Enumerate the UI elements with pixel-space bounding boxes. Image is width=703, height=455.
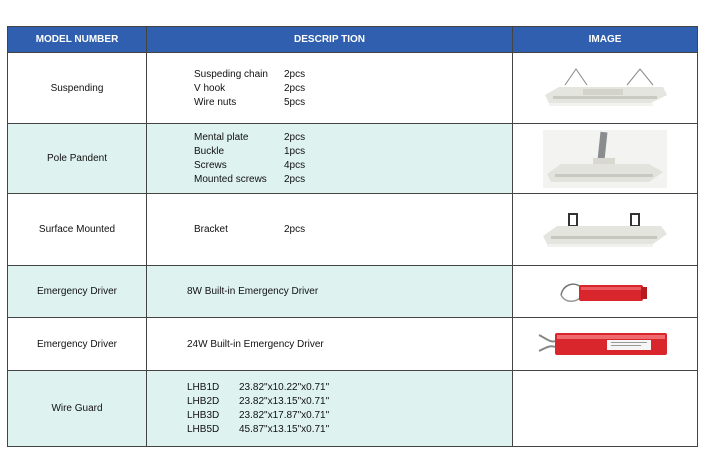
table-row	[8, 194, 698, 266]
model-cell: Wire Guard	[8, 371, 147, 447]
table-row	[8, 318, 698, 371]
item-name: Buckle	[194, 146, 225, 157]
item-name: Bracket	[194, 224, 228, 235]
item-qty: 23.82"x13.15"x0.71"	[239, 396, 330, 407]
image-cell	[513, 194, 698, 266]
item-qty: 45.87"x13.15"x0.71"	[239, 424, 330, 435]
item-qty: 2pcs	[284, 132, 306, 143]
description-cell	[147, 266, 513, 318]
item-qty: 2pcs	[284, 224, 306, 235]
item-name: LHB5D	[187, 424, 220, 435]
item-qty: 23.82"x17.87"x0.71"	[239, 410, 330, 421]
model-cell: Pole Pandent	[8, 124, 147, 194]
table-row	[8, 371, 698, 447]
model-cell: Emergency Driver	[8, 318, 147, 371]
item-name: Mounted screws	[194, 174, 267, 185]
description-cell	[147, 53, 513, 124]
model-cell: Emergency Driver	[8, 266, 147, 318]
item-qty: 2pcs	[284, 68, 306, 80]
item-name: V hook	[194, 82, 226, 94]
header-image: IMAGE	[513, 27, 698, 53]
item-name: LHB1D	[187, 382, 220, 393]
suspended-highbay-image	[539, 65, 671, 111]
surface-mounted-highbay-image	[539, 210, 671, 250]
item-qty: 1pcs	[284, 146, 306, 157]
emergency-driver-small-image	[557, 275, 653, 309]
header-model-number: MODEL NUMBER	[8, 27, 147, 53]
pole-pendant-highbay-image	[543, 130, 667, 188]
description-text: 24W Built-in Emergency Driver	[187, 338, 324, 350]
accessory-spec-table	[7, 26, 698, 447]
model-cell: Suspending	[8, 53, 147, 124]
item-name: Mental plate	[194, 132, 249, 143]
image-cell	[513, 124, 698, 194]
item-name: LHB2D	[187, 396, 220, 407]
item-qty: 5pcs	[284, 96, 306, 108]
table-row	[8, 266, 698, 318]
image-cell	[513, 53, 698, 124]
description-text: 8W Built-in Emergency Driver	[187, 286, 319, 297]
item-name: LHB3D	[187, 410, 220, 421]
header-description: DESCRIP TION	[147, 27, 513, 53]
description-cell	[147, 318, 513, 371]
item-name: Suspeding chain	[194, 68, 268, 80]
table-row	[8, 53, 698, 124]
model-cell: Surface Mounted	[8, 194, 147, 266]
image-cell	[513, 318, 698, 371]
description-cell	[147, 371, 513, 447]
item-qty: 4pcs	[284, 160, 306, 171]
item-name: Wire nuts	[194, 96, 237, 108]
emergency-driver-large-image	[537, 327, 673, 361]
image-cell	[513, 266, 698, 318]
item-qty: 2pcs	[284, 82, 306, 94]
item-qty: 2pcs	[284, 174, 306, 185]
description-cell	[147, 124, 513, 194]
item-qty: 23.82"x10.22"x0.71"	[239, 382, 330, 393]
table-row	[8, 124, 698, 194]
description-cell	[147, 194, 513, 266]
item-name: Screws	[194, 160, 227, 171]
table-header-row	[8, 27, 698, 53]
image-cell	[513, 371, 698, 447]
